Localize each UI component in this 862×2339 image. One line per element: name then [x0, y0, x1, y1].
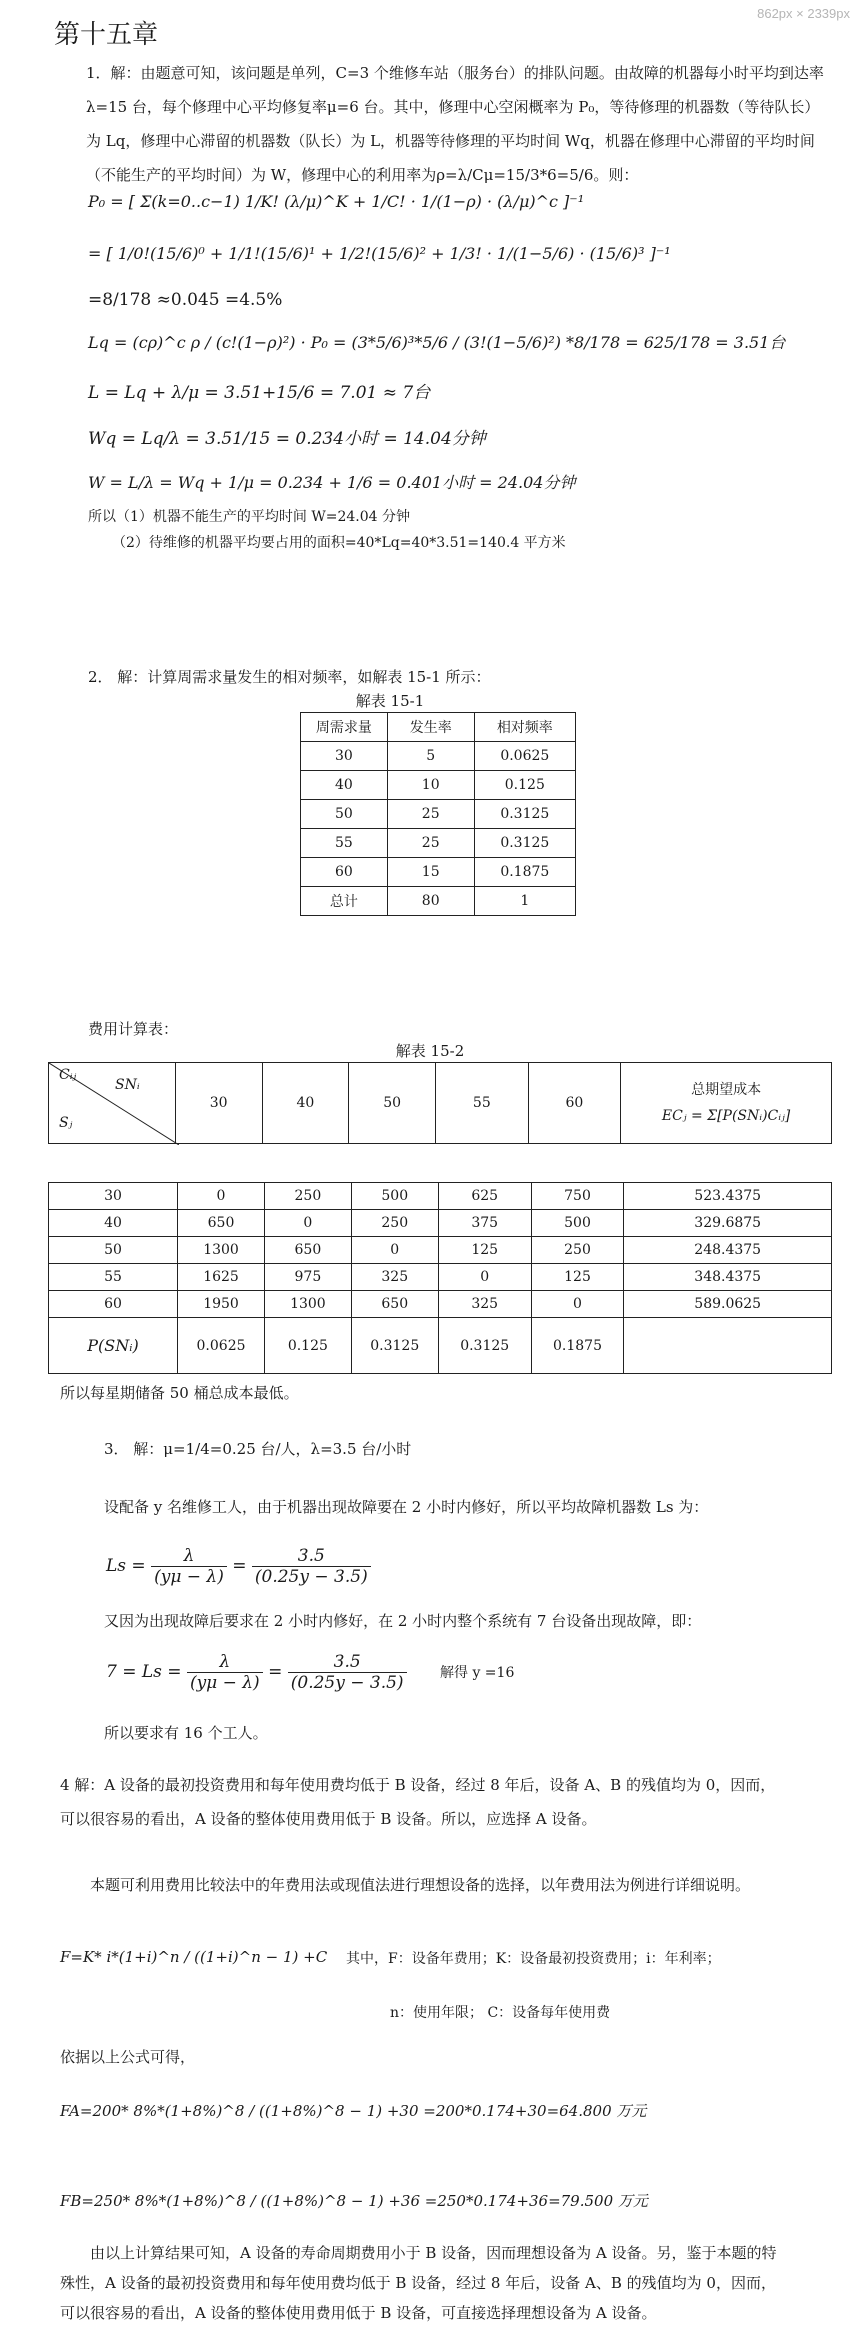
q2-intro: 2． 解：计算周需求量发生的相对频率，如解表 15-1 所示：	[88, 668, 491, 686]
numerator: 3.5	[288, 1652, 407, 1673]
table1-header: 相对频率	[474, 713, 575, 742]
table-cell: 250	[531, 1237, 624, 1264]
q2-conclusion: 所以每星期储备 50 桶总成本最低。	[60, 1384, 299, 1402]
table-cell: 40	[301, 771, 388, 800]
q3-conclusion: 所以要求有 16 个工人。	[104, 1724, 268, 1742]
q3-result: 解得 y =16	[440, 1665, 515, 1681]
table-cell: 30	[49, 1183, 178, 1210]
table-cell: 348.4375	[624, 1264, 832, 1291]
table-cell	[624, 1318, 832, 1374]
table-cell: 125	[438, 1237, 531, 1264]
denominator: (yμ − λ)	[154, 1567, 224, 1587]
table-cell: 0.1875	[531, 1318, 624, 1374]
table-cell: 650	[265, 1237, 352, 1264]
table-cell: 40	[49, 1210, 178, 1237]
table-row-total	[301, 887, 576, 916]
table-cell: 250	[265, 1183, 352, 1210]
q1-conclusion-1: 所以（1）机器不能生产的平均时间 W=24.04 分钟	[88, 509, 411, 525]
table-cell: 248.4375	[624, 1237, 832, 1264]
image-dimensions: 862px × 2339px	[757, 6, 850, 21]
table-cell: 0.125	[474, 771, 575, 800]
q3-paragraph-1: 设配备 y 名维修工人，由于机器出现故障要在 2 小时内修好，所以平均故障机器数 Ls 为：	[104, 1498, 709, 1516]
q1-formula-p0-result: =8/178 ≈0.045 =4.5%	[88, 290, 283, 310]
table2-col-header: 40	[262, 1063, 349, 1144]
table1-header-row	[301, 713, 576, 742]
table-cell: 50	[301, 800, 388, 829]
q4-formula-fb: FB=250* 8%*(1+8%)^8 / ((1+8%)^8 − 1) +36 =250*0.174+36=79.500 万元	[60, 2192, 648, 2210]
denominator: (0.25y − 3.5)	[254, 1567, 368, 1587]
fraction	[151, 1546, 227, 1587]
table-cell: 0.125	[265, 1318, 352, 1374]
q3-formula-2: 7 = Ls = $\frac{\lambda}{(y\mu - \lambda)}$ = $\frac{3.5}{(0.25y - 3.5)}$	[106, 1652, 407, 1693]
table2-col-header: 50	[349, 1063, 436, 1144]
table-cell: 0.3125	[351, 1318, 438, 1374]
fraction	[187, 1652, 263, 1693]
table-row	[49, 1264, 832, 1291]
table-cell: 25	[387, 800, 474, 829]
table1-header: 周需求量	[301, 713, 388, 742]
q4-paragraph-3: 依据以上公式可得，	[60, 2048, 196, 2066]
table-cell: 125	[531, 1264, 624, 1291]
table-cell-prob-label: P(SNᵢ)	[49, 1318, 178, 1374]
q4-formula-fa: FA=200* 8%*(1+8%)^8 / ((1+8%)^8 − 1) +30 =200*0.174+30=64.800 万元	[60, 2102, 647, 2120]
table-cell: 500	[531, 1210, 624, 1237]
table-cell: 650	[177, 1210, 264, 1237]
table-cell: 0	[265, 1210, 352, 1237]
q1-formula-w: W = L/λ = Wq + 1/μ = 0.234 + 1/6 = 0.401小时 = 24.04分钟	[88, 473, 576, 492]
q1-formula-wq: Wq = Lq/λ = 3.51/15 = 0.234小时 = 14.04分钟	[88, 429, 486, 449]
q3-intro: 3． 解：μ=1/4=0.25 台/人，λ=3.5 台/小时	[104, 1440, 412, 1458]
table-cell: 55	[301, 829, 388, 858]
table-cell: 1300	[177, 1237, 264, 1264]
table2-caption: 解表 15-2	[395, 1042, 465, 1060]
table-cell: 0.3125	[474, 829, 575, 858]
table-cell: 0.0625	[177, 1318, 264, 1374]
table-row	[49, 1291, 832, 1318]
table-row	[49, 1237, 832, 1264]
table2-ec-header	[621, 1063, 832, 1144]
table-cell: 250	[351, 1210, 438, 1237]
table-cell: 10	[387, 771, 474, 800]
q4-paragraph-1: 4 解：A 设备的最初投资费用和每年使用费均低于 B 设备，经过 8 年后，设备 A、B 的残值均为 0，因而，可以很容易的看出，A 设备的整体使用费用低于 B 设备。所以，应选择 A 设备。	[60, 1776, 776, 1828]
q3-paragraph-2: 又因为出现故障后要求在 2 小时内修好，在 2 小时内整个系统有 7 台设备出现故障，即：	[104, 1612, 702, 1630]
q1-formula-p0-sub: = [ 1/0!(15/6)⁰ + 1/1!(15/6)¹ + 1/2!(15/6)² + 1/3! · 1/(1−5/6) · (15/6)³ ]⁻¹	[88, 244, 671, 263]
table-cell: 15	[387, 858, 474, 887]
table-cell: 5	[387, 742, 474, 771]
table-cost-values	[48, 1182, 832, 1374]
table-row	[301, 800, 576, 829]
q1-conclusion-2: （2）待维修的机器平均要占用的面积=40*Lq=40*3.51=140.4 平方米	[112, 535, 566, 551]
numerator: λ	[187, 1652, 263, 1673]
q4-paragraph-4: 由以上计算结果可知，A 设备的寿命周期费用小于 B 设备，因而理想设备为 A 设备。另，鉴于本题的特殊性，A 设备的最初投资费用和每年使用费均低于 B 设备，经过 8 年后，设备 A、B 的残值均为 0，因而，可以很容易的看出，A 设备的整体使用费用低于 B 设备，可直接选择理想设备为 A 设备。	[60, 2244, 777, 2322]
q4-legend-2: n：使用年限； C：设备每年使用费	[390, 2005, 611, 2021]
table-cell: 329.6875	[624, 1210, 832, 1237]
table-cell: 1625	[177, 1264, 264, 1291]
table-cell: 60	[301, 858, 388, 887]
table-cell: 25	[387, 829, 474, 858]
table-cell: 325	[438, 1291, 531, 1318]
table-row	[301, 829, 576, 858]
fraction	[252, 1546, 371, 1587]
table-cell: 55	[49, 1264, 178, 1291]
formula-lhs: 7 = Ls =	[106, 1662, 182, 1682]
table-15-1	[300, 712, 576, 916]
table-cell: 1300	[265, 1291, 352, 1318]
table-cell: 325	[351, 1264, 438, 1291]
denominator: (0.25y − 3.5)	[290, 1673, 404, 1693]
q1-text: 1．解：由题意可知，该问题是单列，C=3 个维修车站（服务台）的排队问题。由故障的机器每小时平均到达率λ=15 台，每个修理中心平均修复率μ=6 台。其中，修理中心空闲概率为 P₀，等待修理的机器数（等待队长）为 Lq，修理中心滞留的机器数（队长）为 L，机器等待修理的平均时间 Wq，机器在修理中心滞留的平均时间（不能生产的平均时间）为 W，修理中心的利用率为ρ=λ/Cμ=15/3*6=5/6。则：	[86, 64, 824, 184]
q3-formula-1: Ls = $\frac{\lambda}{(y\mu - \lambda)}$ = $\frac{3.5}{(0.25y - 3.5)}$	[106, 1546, 371, 1587]
table-cell: 总计	[301, 887, 388, 916]
corner-label-c: Cᵢⱼ	[59, 1067, 77, 1083]
q1-formula-l: L = Lq + λ/μ = 3.51+15/6 = 7.01 ≈ 7台	[88, 383, 431, 403]
q4-formula: F=K* i*(1+i)^n / ((1+i)^n − 1) +C	[60, 1948, 328, 1966]
q1-formula-lq: Lq = (cρ)^c ρ / (c!(1−ρ)²) · P₀ = (3*5/6)³*5/6 / (3!(1−5/6)²) *8/178 = 625/178 = 3.51台	[88, 333, 786, 352]
ec-header-formula: ECⱼ = Σ[P(SNᵢ)Cᵢⱼ]	[661, 1108, 791, 1124]
table-row	[49, 1210, 832, 1237]
table-cell: 0.0625	[474, 742, 575, 771]
table-row-probability	[49, 1318, 832, 1374]
numerator: 3.5	[252, 1546, 371, 1567]
table-cell: 60	[49, 1291, 178, 1318]
q1-formula-p0: P₀ = [ Σ(k=0..c−1) 1/K! (λ/μ)^K + 1/C! · 1/(1−ρ) · (λ/μ)^c ]⁻¹	[88, 192, 585, 211]
table-cell: 0	[531, 1291, 624, 1318]
corner-label-s: Sⱼ	[59, 1115, 73, 1131]
table-cell: 0	[438, 1264, 531, 1291]
table-cell: 375	[438, 1210, 531, 1237]
table-cell: 0.3125	[438, 1318, 531, 1374]
table-row	[301, 742, 576, 771]
corner-label-sn: SNᵢ	[115, 1077, 140, 1093]
table-cell: 625	[438, 1183, 531, 1210]
table1-header: 发生率	[387, 713, 474, 742]
table-cell: 0	[351, 1237, 438, 1264]
chapter-title: 第十五章	[54, 20, 159, 50]
table-cell: 50	[49, 1237, 178, 1264]
table-row	[301, 858, 576, 887]
table-cell: 0	[177, 1183, 264, 1210]
ec-header-title: 总期望成本	[691, 1082, 762, 1098]
fraction	[288, 1652, 407, 1693]
table-cell: 0.3125	[474, 800, 575, 829]
q4-legend-1: 其中，F：设备年费用；K：设备最初投资费用；i：年利率；	[346, 1951, 721, 1967]
table-cell: 589.0625	[624, 1291, 832, 1318]
table-cell: 80	[387, 887, 474, 916]
table-cell: 975	[265, 1264, 352, 1291]
table2-col-header: 30	[175, 1063, 262, 1144]
formula-lhs: Ls =	[106, 1556, 146, 1576]
table-cell: 650	[351, 1291, 438, 1318]
table2-corner-cell	[49, 1063, 176, 1144]
table-15-2-header	[48, 1062, 832, 1144]
table-cell: 0.1875	[474, 858, 575, 887]
table-row	[49, 1183, 832, 1210]
table-cell: 523.4375	[624, 1183, 832, 1210]
table-cell: 750	[531, 1183, 624, 1210]
cost-table-label: 费用计算表：	[88, 1020, 179, 1038]
table-cell: 1	[474, 887, 575, 916]
numerator: λ	[151, 1546, 227, 1567]
table-row	[301, 771, 576, 800]
table-cell: 30	[301, 742, 388, 771]
table1-caption: 解表 15-1	[355, 692, 425, 710]
table2-col-header: 55	[436, 1063, 529, 1144]
table-cell: 1950	[177, 1291, 264, 1318]
denominator: (yμ − λ)	[189, 1673, 260, 1693]
table-cell: 500	[351, 1183, 438, 1210]
table2-col-header: 60	[528, 1063, 621, 1144]
q4-paragraph-2: 本题可利用费用比较法中的年费用法或现值法进行理想设备的选择，以年费用法为例进行详细说明。	[90, 1876, 751, 1894]
